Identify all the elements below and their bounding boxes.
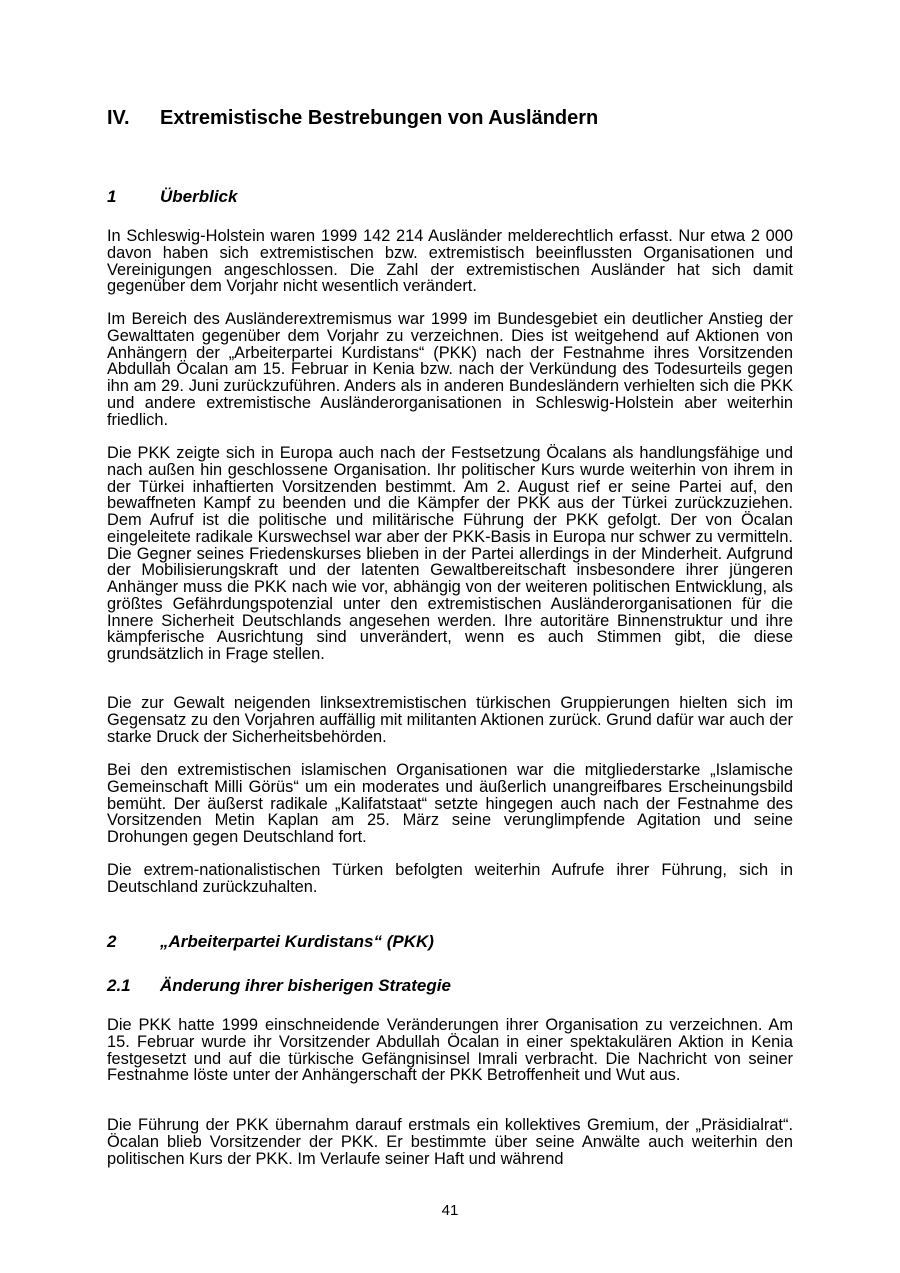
section-heading-overview: [107, 186, 237, 208]
section-heading-strategy: [107, 975, 451, 997]
paragraph: In Schleswig-Holstein waren 1999 142 214 Ausländer melderechtlich erfasst. Nur etwa 2 000 davon haben sich extremistischen bzw. extremistisch beeinflussten Organisationen und Vereinigungen angeschlossen. Die Zahl der extremistischen Ausländer hat sich damit gegenüber dem Vorjahr nicht wesentlich verändert.: [107, 227, 793, 296]
paragraph: Die PKK hatte 1999 einschneidende Veränderungen ihrer Organisation zu verzeichnen. Am 15. Februar wurde ihr Vorsitzender Abdullah Öcalan in einer spektakulären Aktion in Kenia festgesetzt und auf die türkische Gefängnisinsel Imrali verbracht. Die Nachricht von seiner Festnahme löste unter der Anhängerschaft der PKK Betroffenheit und Wut aus.: [107, 1016, 793, 1085]
section-title: „Arbeiterpartei Kurdistans“ (PKK): [160, 932, 434, 951]
section-title: Änderung ihrer bisherigen Strategie: [160, 976, 451, 995]
section-heading-pkk: [107, 931, 434, 953]
section-number: 1: [107, 187, 117, 206]
section-number: 2.1: [107, 976, 131, 995]
paragraph: Die extrem-nationalistischen Türken befolgten weiterhin Aufrufe ihrer Führung, sich in Deutschland zurückzuhalten.: [107, 861, 793, 896]
section-title: Überblick: [160, 187, 238, 206]
chapter-title: Extremistische Bestrebungen von Ausländern: [160, 107, 599, 129]
section-number: 2: [107, 932, 117, 951]
chapter-number: IV.: [107, 107, 130, 129]
chapter-heading: [107, 105, 598, 131]
paragraph: Im Bereich des Ausländerextremismus war 1999 im Bundesgebiet ein deutlicher Anstieg der Gewalttaten gegenüber dem Vorjahr zu verzeichnen. Dies ist weitgehend auf Aktionen von Anhängern der „Arbeiterpartei Kurdistans“ (PKK) nach der Festnahme ihres Vorsitzenden Abdullah Öcalan am 15. Februar in Kenia bzw. nach der Verkündung des Todesurteils gegen ihn am 29. Juni zurückzuführen. Anders als in anderen Bundesländern verhielten sich die PKK und andere extremistische Ausländerorganisationen in Schleswig-Holstein aber weiterhin friedlich.: [107, 310, 793, 429]
page-number: 41: [441, 1202, 459, 1219]
paragraph: Bei den extremistischen islamischen Organisationen war die mitgliederstarke „Islamische Gemeinschaft Milli Görüs“ um ein moderates und äußerlich unangreifbares Erscheinungsbild bemüht. Der äußerst radikale „Kalifatstaat“ setzte hingegen auch nach der Festnahme des Vorsitzenden Metin Kaplan am 25. März seine verunglimpfende Agitation und seine Drohungen gegen Deutschland fort.: [107, 761, 793, 846]
document-page: [107, 0, 793, 1273]
paragraph: Die zur Gewalt neigenden linksextremistischen türkischen Gruppierungen hielten sich im Gegensatz zu den Vorjahren auffällig mit militanten Aktionen zurück. Grund dafür war auch der starke Druck der Sicherheitsbehörden.: [107, 694, 793, 746]
paragraph: Die PKK zeigte sich in Europa auch nach der Festsetzung Öcalans als handlungsfähige und nach außen hin geschlossene Organisation. Ihr politischer Kurs wurde weiterhin von ihrem in der Türkei inhaftierten Vorsitzenden bestimmt. Am 2. August rief er seine Partei auf, den bewaffneten Kampf zu beenden und die Kämpfer der PKK aus der Türkei zurückzuziehen. Dem Aufruf ist die politische und militärische Führung der PKK gefolgt. Der von Öcalan eingeleitete radikale Kurswechsel war aber der PKK-Basis in Europa nur schwer zu vermitteln. Die Gegner seines Friedenskurses blieben in der Partei allerdings in der Minderheit. Aufgrund der Mobilisierungskraft und der latenten Gewaltbereitschaft insbesondere ihrer jüngeren Anhänger muss die PKK nach wie vor, abhängig von der weiteren politischen Entwicklung, als größtes Gefährdungspotenzial unter den extremistischen Ausländerorganisationen für die Innere Sicherheit Deutschlands angesehen werden. Ihre autoritäre Binnenstruktur und ihre kämpferische Ausrichtung sind unverändert, wenn es auch Stimmen gibt, die diese grundsätzlich in Frage stellen.: [107, 444, 793, 663]
paragraph: Die Führung der PKK übernahm darauf erstmals ein kollektives Gremium, der „Präsidialrat“. Öcalan blieb Vorsitzender der PKK. Er bestimmte über seine Anwälte auch weiterhin den politischen Kurs der PKK. Im Verlaufe seiner Haft und während: [107, 1116, 793, 1168]
